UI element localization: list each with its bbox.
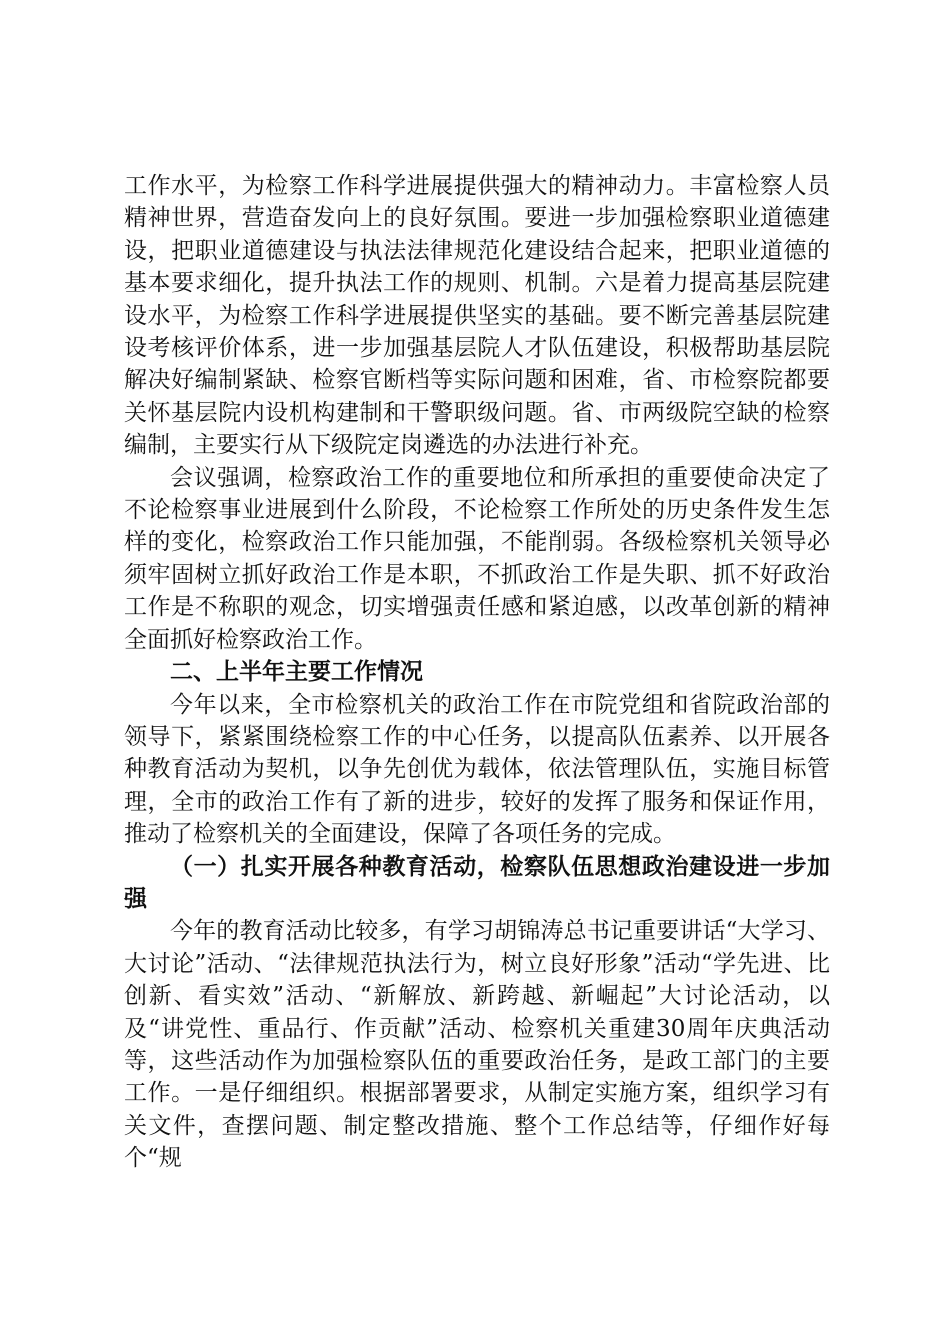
section-heading: 二、上半年主要工作情况 — [170, 659, 423, 686]
paragraph-education-activities: 今年的教育活动比较多，有学习胡锦涛总书记重要讲话“大学习、大讨论”活动、“法律规范执法行为，树立良好形象”活动“学先进、比创新、看实效”活动、“新解放、新跨越、新崛起”大讨论活动，以及“讲党性、重品行、作贡献”活动、检察机关重建30周年庆典活动等，这些活动作为加强检察队伍的重要政治任务，是政工部门的主要工作。一是仔细组织。根据部署要求，从制定实施方案，组织学习有关文件，查摆问题、制定整改措施、整个工作总结等，仔细作好每个“规 — [124, 918, 830, 1172]
document-page — [124, 170, 830, 1175]
subsection-heading: （一）扎实开展各种教育活动，检察队伍思想政治建设进一步加强 — [124, 853, 830, 912]
paragraph-meeting-emphasis: 会议强调，检察政治工作的重要地位和所承担的重要使命决定了不论检察事业进展到什么阶段，不论检察工作所处的历史条件发生怎样的变化，检察政治工作只能加强，不能削弱。各级检察机关领导必须牢固树立抓好政治工作是本职，不抓政治工作是失职、抓不好政治工作是不称职的观念，切实增强责任感和紧迫感，以改革创新的精神全面抓好检察政治工作。 — [124, 464, 830, 653]
paragraph-continuation: 工作水平，为检察工作科学进展提供强大的精神动力。丰富检察人员精神世界，营造奋发向上的良好氛围。要进一步加强检察职业道德建设，把职业道德建设与执法法律规范化建设结合起来，把职业道德的基本要求细化，提升执法工作的规则、机制。六是着力提高基层院建设水平，为检察工作科学进展提供坚实的基础。要不断完善基层院建设考核评价体系，进一步加强基层院人才队伍建设，积极帮助基层院解决好编制紧缺、检察官断档等实际问题和困难，省、市检察院都要关怀基层院内设机构建制和干警职级问题。省、市两级院空缺的检察编制，主要实行从下级院定岗遴选的办法进行补充。 — [124, 173, 830, 459]
paragraph-section-summary: 今年以来，全市检察机关的政治工作在市院党组和省院政治部的领导下，紧紧围绕检察工作的中心任务，以提高队伍素养、以开展各种教育活动为契机，以争先创优为载体，依法管理队伍，实施目标管理，全市的政治工作有了新的进步，较好的发挥了服务和保证作用，推动了检察机关的全面建设，保障了各项任务的完成。 — [124, 691, 830, 848]
